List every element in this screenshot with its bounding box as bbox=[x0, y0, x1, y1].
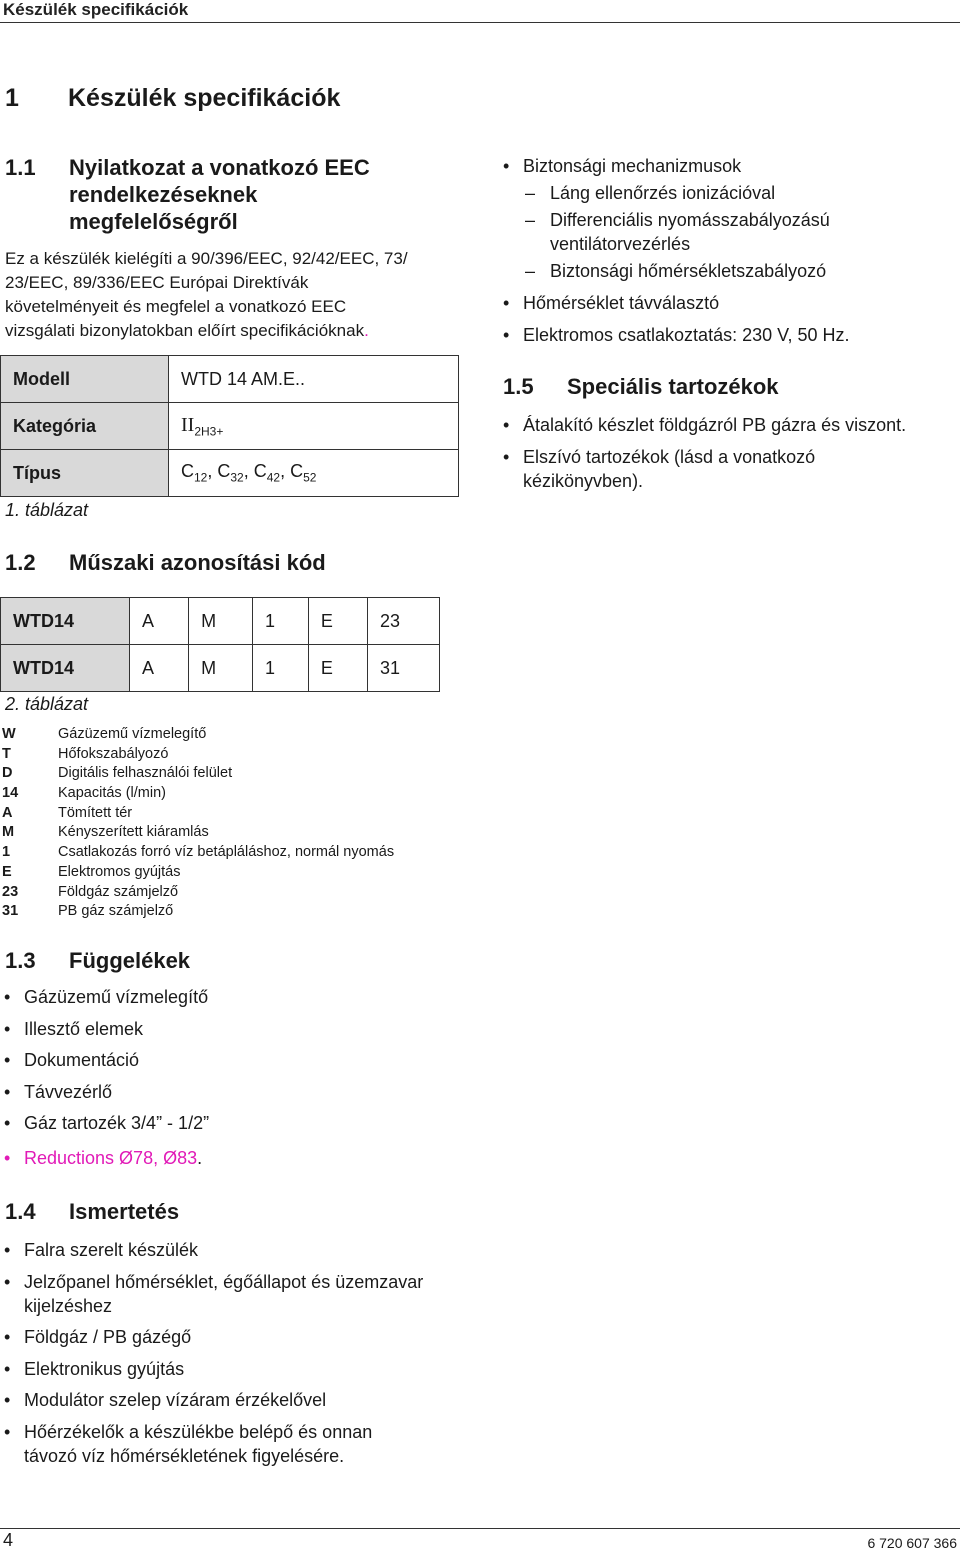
legend-key: D bbox=[2, 765, 13, 782]
chapter-number: 1 bbox=[5, 84, 19, 112]
type-sub: 42 bbox=[266, 470, 281, 485]
table-value bbox=[169, 403, 459, 450]
list-item-line: • Jelzőpanel hőmérséklet, égőállapot és üzemzavar bbox=[24, 1271, 424, 1292]
dash-item-line: – Differenciális nyomásszabályozású bbox=[550, 210, 830, 230]
safety-list bbox=[503, 154, 953, 178]
list-item: • Dokumentáció bbox=[4, 1050, 464, 1082]
table-label: Kategória bbox=[1, 403, 169, 450]
declaration-paragraph bbox=[5, 247, 475, 343]
section-title: Függelékek bbox=[69, 948, 191, 973]
dash-item: – Láng ellenőrzés ionizációval bbox=[503, 181, 953, 208]
legend-key: M bbox=[2, 824, 15, 841]
legend-key: 23 bbox=[2, 883, 19, 900]
list-item-line: kijelzéshez bbox=[24, 1295, 113, 1316]
chapter-title bbox=[5, 84, 340, 113]
section-title-line: Nyilatkozat a vonatkozó EEC bbox=[69, 155, 370, 180]
list-item bbox=[4, 1420, 474, 1468]
section-1-3-heading bbox=[5, 947, 455, 974]
section-title: Műszaki azonosítási kód bbox=[69, 550, 326, 575]
list-item: • Átalakító készlet földgázról PB gázra és viszont. bbox=[503, 413, 958, 445]
highlight-text: Reductions Ø78, Ø83 bbox=[24, 1148, 198, 1168]
section-1-2-heading bbox=[5, 549, 455, 576]
legend-value: Tömített tér bbox=[58, 804, 133, 821]
table-row bbox=[1, 450, 459, 497]
type-sep: , bbox=[207, 461, 218, 482]
type-c: C bbox=[217, 461, 231, 482]
table-cell: WTD14 bbox=[1, 645, 130, 692]
paragraph-line bbox=[5, 319, 475, 343]
chapter-title-text: Készülék specifikációk bbox=[68, 84, 341, 112]
type-c: C bbox=[290, 461, 304, 482]
legend-key: A bbox=[2, 804, 13, 821]
paragraph-line: 23/EEC, 89/336/EEC Európai Direktívák bbox=[5, 273, 309, 292]
list-item: • Hőmérséklet távválasztó bbox=[503, 291, 953, 323]
section-title: Speciális tartozékok bbox=[567, 374, 779, 399]
category-sub: 2H3+ bbox=[194, 424, 224, 439]
section-title-line: rendelkezéseknek bbox=[69, 182, 258, 207]
table-row bbox=[1, 645, 440, 692]
list-item bbox=[4, 1270, 474, 1326]
table-cell: M bbox=[189, 598, 253, 645]
table-2-caption: 2. táblázat bbox=[5, 694, 89, 714]
section-title: Ismertetés bbox=[69, 1199, 180, 1224]
section-number: 1.4 bbox=[5, 1199, 36, 1224]
list-item: • Távvezérlő bbox=[4, 1082, 464, 1114]
dash-item-line: ventilátorvezérlés bbox=[550, 234, 691, 254]
feature-list bbox=[503, 291, 953, 347]
table-cell: 1 bbox=[253, 598, 309, 645]
list-item-highlight bbox=[4, 1148, 464, 1169]
table-label: Modell bbox=[1, 356, 169, 403]
table-cell: 1 bbox=[253, 645, 309, 692]
table-cell: A bbox=[130, 598, 189, 645]
type-c: C bbox=[181, 461, 194, 482]
list-item: • Gázüzemű vízmelegítő bbox=[4, 987, 464, 1019]
list-item-line: kézikönyvben). bbox=[523, 470, 644, 491]
table-row bbox=[1, 598, 440, 645]
legend-value: Gázüzemű vízmelegítő bbox=[58, 726, 207, 742]
paragraph-line: Ez a készülék kielégíti a 90/396/EEC, 92/42/EEC, 73/ bbox=[5, 249, 408, 268]
legend-value: PB gáz számjelző bbox=[58, 903, 174, 920]
header-rule bbox=[0, 22, 960, 23]
table-value bbox=[169, 450, 459, 497]
legend-value: Digitális felhasználói felület bbox=[58, 765, 233, 782]
list-item: • Elektromos csatlakoztatás: 230 V, 50 Hz. bbox=[503, 323, 953, 347]
footer-rule bbox=[0, 1528, 960, 1529]
table-2 bbox=[0, 597, 440, 692]
legend-value: Kényszerített kiáramlás bbox=[58, 824, 209, 841]
legend-value: Csatlakozás forró víz betápláláshoz, normál nyomás bbox=[58, 844, 395, 861]
section-number: 1.5 bbox=[503, 374, 534, 399]
section-number: 1.1 bbox=[5, 155, 36, 180]
section-number: 1.2 bbox=[5, 550, 36, 575]
paragraph-text: vizsgálati bizonylatokban előírt specifikációknak bbox=[5, 321, 365, 340]
table-cell: E bbox=[308, 645, 367, 692]
description-list bbox=[4, 1238, 474, 1468]
paragraph-line: követelményeit és megfelel a vonatkozó EEC bbox=[5, 297, 347, 316]
list-item: • Biztonsági mechanizmusok bbox=[503, 154, 953, 178]
table-cell: WTD14 bbox=[1, 598, 130, 645]
type-sep: , bbox=[243, 461, 254, 482]
legend-key: 1 bbox=[2, 844, 11, 861]
legend-key: 31 bbox=[2, 903, 19, 920]
table-cell: 31 bbox=[368, 645, 440, 692]
legend-value: Elektromos gyújtás bbox=[58, 863, 181, 880]
safety-dash-list bbox=[503, 181, 953, 283]
legend-value: Kapacitás (l/min) bbox=[58, 785, 166, 802]
legend-key: T bbox=[2, 745, 11, 762]
table-cell: A bbox=[130, 645, 189, 692]
table-cell: 23 bbox=[368, 598, 440, 645]
section-title-line: megfelelőségről bbox=[69, 209, 238, 234]
list-item: • Falra szerelt készülék bbox=[4, 1238, 474, 1270]
type-sub: 32 bbox=[230, 470, 244, 485]
legend-key: W bbox=[2, 726, 16, 742]
category-main: II bbox=[181, 413, 195, 436]
table-1 bbox=[0, 355, 459, 497]
legend-value: Földgáz számjelző bbox=[58, 883, 179, 900]
type-sub: 12 bbox=[194, 470, 208, 485]
type-sub: 52 bbox=[303, 470, 317, 485]
table-cell: E bbox=[308, 598, 367, 645]
section-1-4-heading bbox=[5, 1198, 455, 1225]
page-number: 4 bbox=[3, 1530, 14, 1550]
section-number: 1.3 bbox=[5, 948, 36, 973]
table-row bbox=[1, 356, 459, 403]
list-item bbox=[503, 445, 958, 493]
table-label: Típus bbox=[1, 450, 169, 497]
list-item-line: • Elszívó tartozékok (lásd a vonatkozó bbox=[523, 446, 816, 467]
table-row bbox=[1, 403, 459, 450]
list-item-line: • Hőérzékelők a készülékbe belépő és onnan bbox=[24, 1421, 373, 1442]
legend-key: E bbox=[2, 863, 12, 880]
dash-item bbox=[503, 208, 953, 259]
legend-value: Hőfokszabályozó bbox=[58, 745, 169, 762]
table-1-caption: 1. táblázat bbox=[5, 500, 89, 520]
running-header: Készülék specifikációk bbox=[3, 0, 189, 19]
list-item-line: távozó víz hőmérsékletének figyelésére. bbox=[24, 1445, 345, 1466]
list-item: • Illesztő elemek bbox=[4, 1019, 464, 1051]
table-value: WTD 14 AM.E.. bbox=[169, 356, 459, 403]
highlight-end-mark: . bbox=[197, 1148, 203, 1168]
dash-item: – Biztonsági hőmérsékletszabályozó bbox=[503, 259, 953, 283]
accessory-list bbox=[503, 413, 958, 493]
list-item: • Modulátor szelep vízáram érzékelővel bbox=[4, 1388, 474, 1420]
type-sep: , bbox=[280, 461, 291, 482]
legend-key: 14 bbox=[2, 785, 19, 802]
document-id: 6 720 607 366 bbox=[867, 1535, 957, 1551]
list-item: • Elektronikus gyújtás bbox=[4, 1357, 474, 1389]
type-c: C bbox=[253, 461, 267, 482]
table-cell: M bbox=[189, 645, 253, 692]
paragraph-end-mark: . bbox=[364, 321, 369, 340]
section-1-5-heading bbox=[503, 373, 953, 400]
section-1-1-heading bbox=[5, 154, 455, 235]
list-item: • Gáz tartozék 3/4” - 1/2” bbox=[4, 1113, 464, 1148]
appendix-list bbox=[4, 987, 464, 1169]
list-item: • Földgáz / PB gázégő bbox=[4, 1325, 474, 1357]
